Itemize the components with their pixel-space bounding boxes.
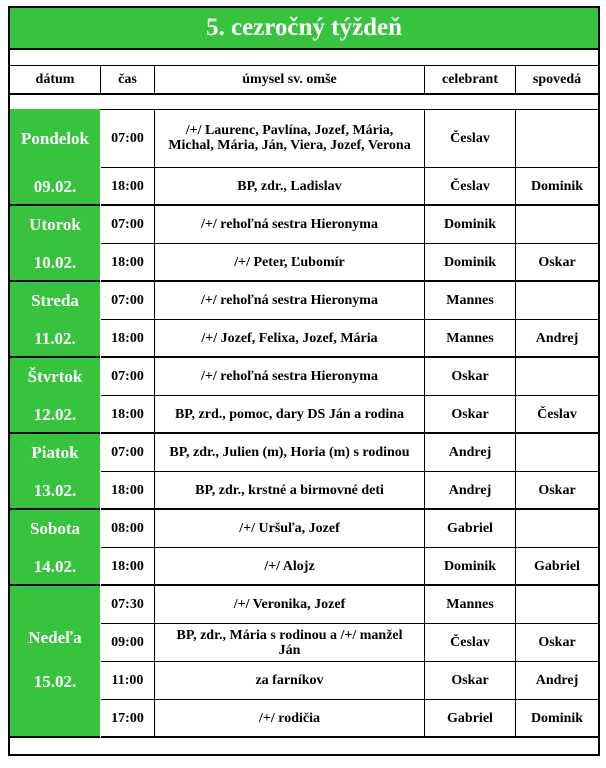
- day-name: Pondelok: [20, 128, 90, 148]
- cell-celebrant: Dominik: [425, 206, 516, 244]
- day-name: Streda: [31, 291, 79, 310]
- spacer-row: [10, 50, 598, 66]
- cell-confession: [516, 586, 598, 624]
- cell-time: 07:00: [101, 206, 155, 244]
- cell-confession: [516, 358, 598, 396]
- cell-celebrant: Dominik: [425, 548, 516, 586]
- cell-celebrant: Andrej: [425, 434, 516, 472]
- day-cell: [10, 434, 100, 510]
- cell-time: 18:00: [101, 168, 155, 206]
- cell-intent: BP, zdr., Mária s rodinou a /+/ manžel Ján: [155, 624, 425, 662]
- cell-time: 17:00: [101, 700, 155, 738]
- cell-confession: [516, 510, 598, 548]
- cell-confession: Andrej: [516, 320, 598, 358]
- cell-confession: [516, 206, 598, 244]
- day-date: 12.02.: [33, 405, 77, 424]
- cell-intent: /+/ Peter, Ľubomír: [155, 244, 425, 282]
- day-date: 09.02.: [33, 177, 77, 196]
- cell-celebrant: Dominik: [425, 244, 516, 282]
- day-date: 13.02.: [33, 481, 77, 500]
- cell-intent: /+/ rehoľná sestra Hieronyma: [155, 206, 425, 244]
- cell-time: 07:00: [101, 109, 155, 168]
- cell-celebrant: Mannes: [425, 282, 516, 320]
- cell-time: 07:30: [101, 586, 155, 624]
- day-date: 11.02.: [34, 329, 76, 348]
- day-date: 14.02.: [33, 557, 77, 576]
- cell-confession: [516, 282, 598, 320]
- cell-celebrant: Andrej: [425, 472, 516, 510]
- cell-intent: /+/ rehoľná sestra Hieronyma: [155, 358, 425, 396]
- cell-confession: Andrej: [516, 662, 598, 700]
- cell-time: 08:00: [101, 510, 155, 548]
- cell-time: 07:00: [101, 434, 155, 472]
- day-cell: [10, 510, 100, 586]
- cell-intent: /+/ Alojz: [155, 548, 425, 586]
- day-name: Štvrtok: [27, 367, 83, 386]
- header-intent: úmysel sv. omše: [155, 65, 425, 93]
- day-cell: [10, 206, 100, 282]
- cell-celebrant: Mannes: [425, 320, 516, 358]
- cell-time: 09:00: [101, 624, 155, 662]
- cell-time: 18:00: [101, 320, 155, 358]
- cell-intent: za farníkov: [155, 662, 425, 700]
- cell-confession: Dominik: [516, 700, 598, 738]
- cell-celebrant: Gabriel: [425, 700, 516, 738]
- cell-intent: /+/ Laurenc, Pavlína, Jozef, Mária, Michal, Mária, Ján, Viera, Jozef, Verona: [155, 109, 425, 168]
- cell-celebrant: Česlav: [425, 109, 516, 168]
- cell-confession: Oskar: [516, 244, 598, 282]
- cell-celebrant: Česlav: [425, 624, 516, 662]
- cell-time: 18:00: [101, 244, 155, 282]
- cell-intent: /+/ rehoľná sestra Hieronyma: [155, 282, 425, 320]
- cell-intent: BP, zdr., krstné a birmovné deti: [155, 472, 425, 510]
- cell-intent: /+/ Veronika, Jozef: [155, 586, 425, 624]
- cell-time: 18:00: [101, 396, 155, 434]
- cell-time: 11:00: [101, 662, 155, 700]
- cell-intent: BP, zrd., pomoc, dary DS Ján a rodina: [155, 396, 425, 434]
- schedule-table: [8, 6, 600, 756]
- day-date: 10.02.: [33, 253, 77, 272]
- cell-confession: [516, 109, 598, 168]
- cell-confession: Oskar: [516, 472, 598, 510]
- spacer-row: [10, 95, 598, 110]
- day-name: Sobota: [29, 519, 81, 538]
- cell-celebrant: Gabriel: [425, 510, 516, 548]
- header-confession: spovedá: [532, 71, 582, 87]
- page-title: 5. cezročný týždeň: [10, 8, 598, 50]
- cell-confession: Česlav: [516, 396, 598, 434]
- cell-time: 18:00: [101, 548, 155, 586]
- cell-intent: /+/ rodičia: [155, 700, 425, 738]
- day-date: 15.02.: [33, 672, 77, 691]
- cell-intent: /+/ Uršuľa, Jozef: [155, 510, 425, 548]
- header-row: [10, 65, 598, 95]
- cell-confession: Oskar: [516, 624, 598, 662]
- cell-confession: Gabriel: [516, 548, 598, 586]
- cell-time: 18:00: [101, 472, 155, 510]
- cell-confession: [516, 434, 598, 472]
- cell-celebrant: Oskar: [425, 662, 516, 700]
- cell-intent: BP, zdr., Julien (m), Horia (m) s rodinou: [155, 434, 425, 472]
- day-cell: [10, 586, 100, 738]
- day-cell: [10, 109, 100, 206]
- cell-celebrant: Oskar: [425, 358, 516, 396]
- cell-celebrant: Oskar: [425, 396, 516, 434]
- cell-intent: BP, zdr., Ladislav: [155, 168, 425, 206]
- header-celebrant: celebrant: [425, 65, 516, 93]
- day-name: Utorok: [29, 215, 81, 234]
- cell-confession: Dominik: [516, 168, 598, 206]
- day-name: Nedeľa: [28, 628, 82, 647]
- cell-celebrant: Česlav: [425, 168, 516, 206]
- cell-time: 07:00: [101, 358, 155, 396]
- cell-time: 07:00: [101, 282, 155, 320]
- day-name: Piatok: [31, 443, 79, 462]
- day-cell: [10, 282, 100, 358]
- header-date: dátum: [10, 65, 101, 93]
- day-cell: [10, 358, 100, 434]
- cell-intent: /+/ Jozef, Felixa, Jozef, Mária: [155, 320, 425, 358]
- cell-celebrant: Mannes: [425, 586, 516, 624]
- header-time: čas: [101, 65, 155, 93]
